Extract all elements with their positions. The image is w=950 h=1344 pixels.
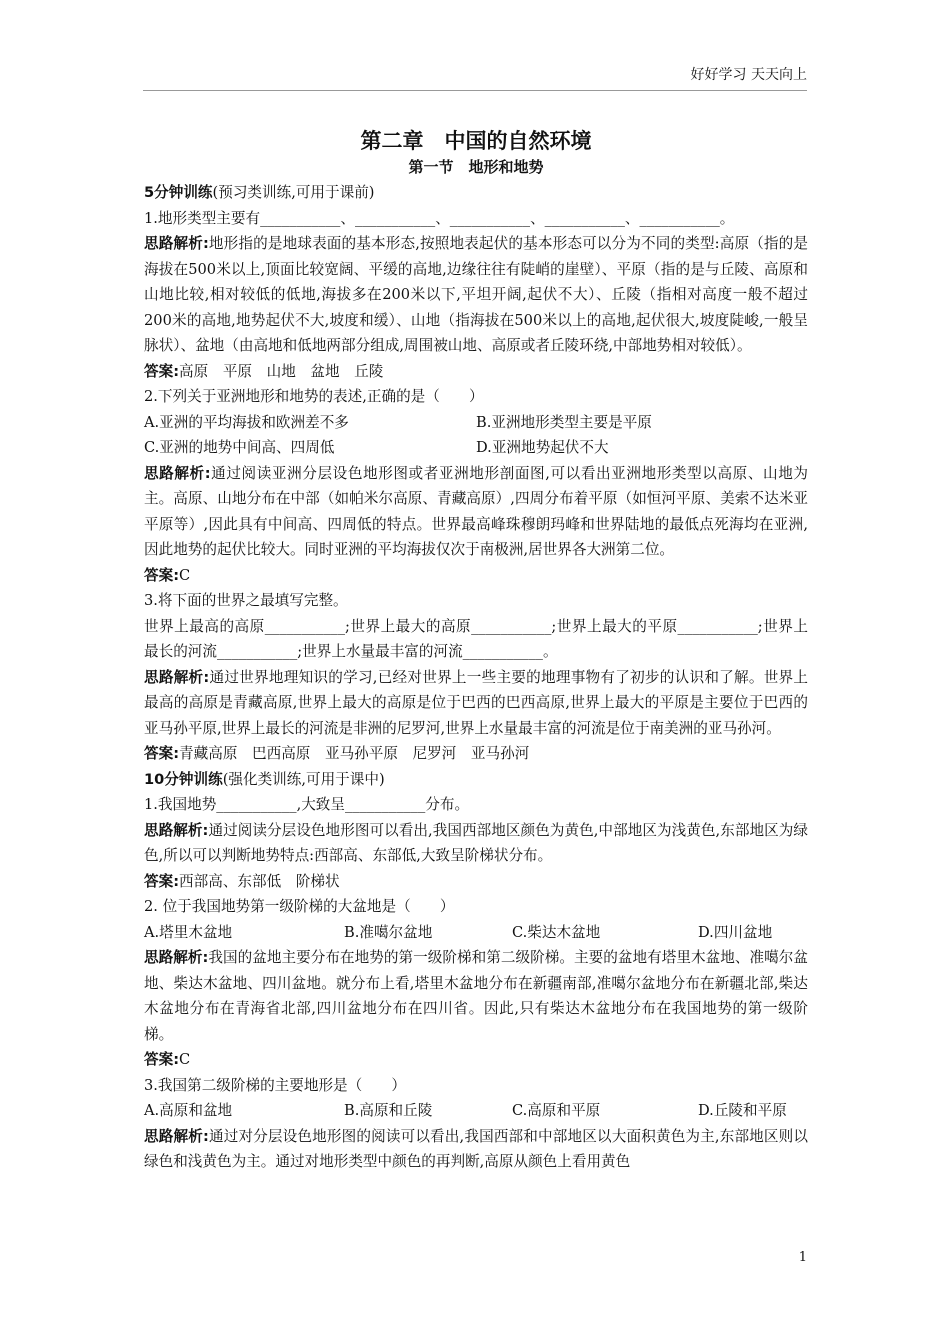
page-number: 1: [798, 1250, 807, 1265]
option-a: A.亚洲的平均海拔和欧洲差不多: [144, 413, 349, 431]
question-text: 3.将下面的世界之最填写完整。: [144, 592, 348, 609]
answer-line: 答案:C: [144, 1051, 191, 1068]
option-c: C.高原和平原: [512, 1102, 601, 1119]
option-c: C.柴达木盆地: [512, 923, 601, 941]
answer-options: [144, 1098, 808, 1124]
question-text: 3.我国第二级阶梯的主要地形是（ ）: [144, 1076, 407, 1094]
header-divider: [143, 90, 807, 91]
option-b: B.准噶尔盆地: [344, 923, 433, 941]
option-b: B.亚洲地形类型主要是平原: [476, 413, 652, 431]
answer-options: [144, 920, 808, 946]
section-title: 第一节 地形和地势: [408, 158, 544, 176]
option-d: D.丘陵和平原: [698, 1102, 787, 1119]
chapter-title: 第二章 中国的自然环境: [360, 129, 592, 153]
option-d: D.四川盆地: [698, 923, 773, 941]
question-text: 1.地形类型主要有___________、___________、___________、___________、___________。: [144, 209, 735, 227]
page-header: 好好学习 天天向上: [690, 67, 807, 83]
question-text: 1.我国地势___________,大致呈___________分布。: [144, 796, 470, 813]
section-heading: 10分钟训练(强化类训练,可用于课中): [144, 770, 385, 788]
answer-line: 答案:西部高、东部低 阶梯状: [144, 872, 340, 890]
answer-options: [144, 410, 808, 461]
analysis-paragraph: 思路解析:通过阅读分层设色地形图可以看出,我国西部地区颜色为黄色,中部地区为浅黄色,东部地区为绿色,所以可以判断地势特点:西部高、东部低,大致呈阶梯状分布。: [144, 821, 809, 864]
answer-line: 答案:青藏高原 巴西高原 亚马孙平原 尼罗河 亚马孙河: [144, 745, 530, 762]
question-text: 2. 位于我国地势第一级阶梯的大盆地是（ ）: [144, 898, 455, 915]
document-body: [144, 126, 808, 1175]
fill-blanks: 世界上最高的高原___________;世界上最大的高原___________;世界上最大的平原___________;世界上最长的河流___________;世界上水量最丰富的河流___________。: [144, 617, 808, 660]
option-b: B.高原和丘陵: [344, 1102, 433, 1119]
option-a: A.塔里木盆地: [144, 923, 233, 941]
option-a: A.高原和盆地: [144, 1102, 233, 1119]
question-text: 2.下列关于亚洲地形和地势的表述,正确的是（ ）: [144, 388, 484, 405]
analysis-paragraph: 思路解析:地形指的是地球表面的基本形态,按照地表起伏的基本形态可以分为不同的类型:高原（指的是海拔在500米以上,顶面比较宽阔、平缓的高地,边缘往往有陡峭的崖壁）、平原（指的是与丘陵、高原和山地比较,相对较低的低地,海拔多在200米以下,平坦开阔,起伏不大）、丘陵（指相对高度一般不超过200米的高地,地势起伏不大,坡度和缓）、山地（指海拔在500米以上的高地,起伏很大,坡度陡峻,一般呈脉状）、盆地（由高地和低地两部分组成,周围被山地、高原或者丘陵环绕,中部地势相对较低）。: [144, 235, 808, 354]
answer-line: 答案:高原 平原 山地 盆地 丘陵: [144, 362, 384, 380]
analysis-paragraph: 思路解析:我国的盆地主要分布在地势的第一级阶梯和第二级阶梯。主要的盆地有塔里木盆地、准噶尔盆地、柴达木盆地、四川盆地。就分布上看,塔里木盆地分布在新疆南部,准噶尔盆地分布在新疆北部,柴达木盆地分布在青海省北部,四川盆地分布在四川省。因此,只有柴达木盆地分布在我国地势的第一级阶梯。: [144, 949, 808, 1043]
option-d: D.亚洲地势起伏不大: [476, 439, 609, 456]
analysis-paragraph: 思路解析:通过阅读亚洲分层设色地形图或者亚洲地形剖面图,可以看出亚洲地形类型以高原、山地为主。高原、山地分布在中部（如帕米尔高原、青藏高原）,四周分布着平原（如恒河平原、美索不达米亚平原等）,因此具有中间高、四周低的特点。世界最高峰珠穆朗玛峰和世界陆地的最低点死海均在亚洲,因此地势的起伏比较大。同时亚洲的平均海拔仅次于南极洲,居世界各大洲第二位。: [144, 464, 808, 558]
answer-line: 答案:C: [144, 566, 191, 584]
section-heading: 5分钟训练(预习类训练,可用于课前): [144, 184, 375, 201]
analysis-paragraph: 思路解析:通过世界地理知识的学习,已经对世界上一些主要的地理事物有了初步的认识和了解。世界上最高的高原是青藏高原,世界上最大的高原是位于巴西的巴西高原,世界上最大的平原是主要位于巴西的亚马孙平原,世界上最长的河流是非洲的尼罗河,世界上水量最丰富的河流是位于南美洲的亚马孙河。: [144, 668, 808, 737]
option-c: C.亚洲的地势中间高、四周低: [144, 439, 335, 456]
analysis-paragraph: 思路解析:通过对分层设色地形图的阅读可以看出,我国西部和中部地区以大面积黄色为主,东部地区则以绿色和浅黄色为主。通过对地形类型中颜色的再判断,高原从颜色上看用黄色: [144, 1127, 808, 1170]
